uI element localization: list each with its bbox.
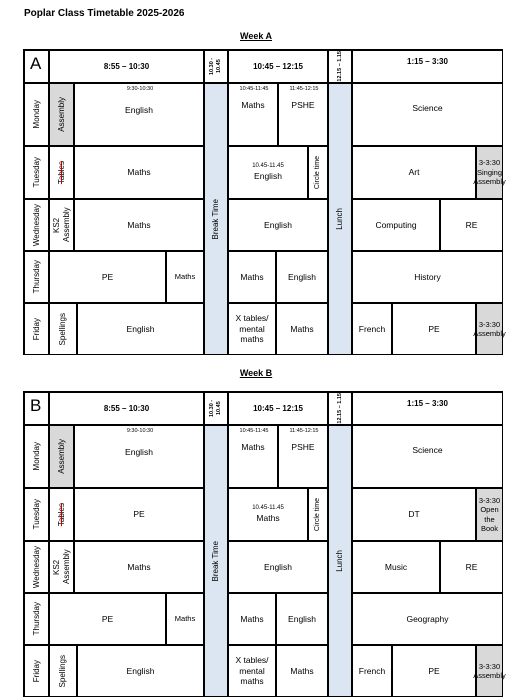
wednesday-re: RE xyxy=(440,541,503,593)
wednesday-re: RE xyxy=(440,199,503,251)
monday-pshe: 11:45-12:15 PSHE xyxy=(278,425,328,488)
thursday-history: History xyxy=(352,251,503,303)
week-a-timetable xyxy=(23,49,506,355)
break-column: Break Time xyxy=(204,425,228,697)
monday-maths: 10:45-11:45 Maths xyxy=(228,83,278,146)
friday-spellings: Spellings xyxy=(49,645,77,697)
friday-pe: PE xyxy=(392,303,476,355)
thursday-maths: Maths xyxy=(166,593,204,645)
thursday-geography: Geography xyxy=(352,593,503,645)
time-slot-lunch: 12.15 – 1.15 xyxy=(328,392,352,425)
friday-tables-maths: X tables/ mental maths xyxy=(228,645,276,697)
day-wednesday: Wednesday xyxy=(24,541,49,593)
friday-french: French xyxy=(352,303,392,355)
thursday-pe: PE xyxy=(49,251,166,303)
friday-english: English xyxy=(77,303,204,355)
tuesday-circle-time: Circle time xyxy=(308,146,328,199)
tuesday-maths: Maths xyxy=(74,146,204,199)
day-monday: Monday xyxy=(24,425,49,488)
week-letter: A xyxy=(24,50,49,83)
tuesday-circle-time: Circle time xyxy=(308,488,328,541)
wednesday-music: Music xyxy=(352,541,440,593)
monday-english: 9:30-10:30 English xyxy=(74,425,204,488)
thursday-english: English xyxy=(276,593,328,645)
monday-pshe: 11:45-12:15 PSHE xyxy=(278,83,328,146)
break-column: Break Time xyxy=(204,83,228,355)
monday-science: Science xyxy=(352,83,503,146)
time-slot-2: 10:45 – 12:15 xyxy=(228,50,328,83)
tuesday-singing-assembly: 3-3:30 Singing Assembly xyxy=(476,146,503,199)
tuesday-dt: DT xyxy=(352,488,476,541)
friday-pe: PE xyxy=(392,645,476,697)
page-title: Poplar Class Timetable 2025-2026 xyxy=(24,8,185,19)
monday-english: 9:30-10:30 English xyxy=(74,83,204,146)
friday-spellings: Spellings xyxy=(49,303,77,355)
time-slot-3: 1:15 – 3:30 xyxy=(352,50,503,83)
tuesday-tables: Tables xyxy=(49,146,74,199)
friday-english: English xyxy=(77,645,204,697)
wednesday-english: English xyxy=(228,541,328,593)
friday-tables-maths: X tables/ mental maths xyxy=(228,303,276,355)
week-letter: B xyxy=(24,392,49,425)
day-thursday: Thursday xyxy=(24,251,49,303)
wednesday-maths: Maths xyxy=(74,199,204,251)
day-wednesday: Wednesday xyxy=(24,199,49,251)
monday-science: Science xyxy=(352,425,503,488)
day-tuesday: Tuesday xyxy=(24,146,49,199)
thursday-pe: PE xyxy=(49,593,166,645)
time-slot-1: 8:55 – 10:30 xyxy=(49,50,204,83)
tuesday-english: 10.45-11.45 English xyxy=(228,146,308,199)
time-slot-3: 1:15 – 3:30 xyxy=(352,392,503,425)
time-slot-break: 10.30 - 10.45 xyxy=(204,392,228,425)
wednesday-english: English xyxy=(228,199,328,251)
thursday-english: English xyxy=(276,251,328,303)
friday-assembly: 3-3:30 Assembly xyxy=(476,303,503,355)
thursday-maths-2: Maths xyxy=(228,593,276,645)
week-a-heading: Week A xyxy=(239,31,272,41)
day-friday: Friday xyxy=(24,303,49,355)
tuesday-open-the-book: 3-3:30 Open the Book xyxy=(476,488,503,541)
time-slot-1: 8:55 – 10:30 xyxy=(49,392,204,425)
day-monday: Monday xyxy=(24,83,49,146)
friday-maths: Maths xyxy=(276,303,328,355)
wednesday-ks2-assembly: KS2 Assembly xyxy=(49,541,74,593)
friday-assembly: 3-3:30 Assembly xyxy=(476,645,503,697)
tuesday-maths: 10.45-11.45 Maths xyxy=(228,488,308,541)
monday-assembly: Assembly xyxy=(49,83,74,146)
tuesday-tables: Tables xyxy=(49,488,74,541)
day-friday: Friday xyxy=(24,645,49,697)
day-thursday: Thursday xyxy=(24,593,49,645)
monday-maths: 10:45-11:45 Maths xyxy=(228,425,278,488)
tuesday-pe: PE xyxy=(74,488,204,541)
thursday-maths: Maths xyxy=(166,251,204,303)
time-slot-2: 10:45 – 12:15 xyxy=(228,392,328,425)
thursday-maths-2: Maths xyxy=(228,251,276,303)
wednesday-maths: Maths xyxy=(74,541,204,593)
day-tuesday: Tuesday xyxy=(24,488,49,541)
friday-french: French xyxy=(352,645,392,697)
week-b-timetable xyxy=(23,391,506,697)
wednesday-computing: Computing xyxy=(352,199,440,251)
tuesday-art: Art xyxy=(352,146,476,199)
friday-maths: Maths xyxy=(276,645,328,697)
wednesday-ks2-assembly: KS2 Assembly xyxy=(49,199,74,251)
monday-assembly: Assembly xyxy=(49,425,74,488)
time-slot-lunch: 12.15 – 1.15 xyxy=(328,50,352,83)
week-b-heading: Week B xyxy=(239,368,273,378)
lunch-column: Lunch xyxy=(328,425,352,697)
lunch-column: Lunch xyxy=(328,83,352,355)
time-slot-break: 10.30 - 10.45 xyxy=(204,50,228,83)
